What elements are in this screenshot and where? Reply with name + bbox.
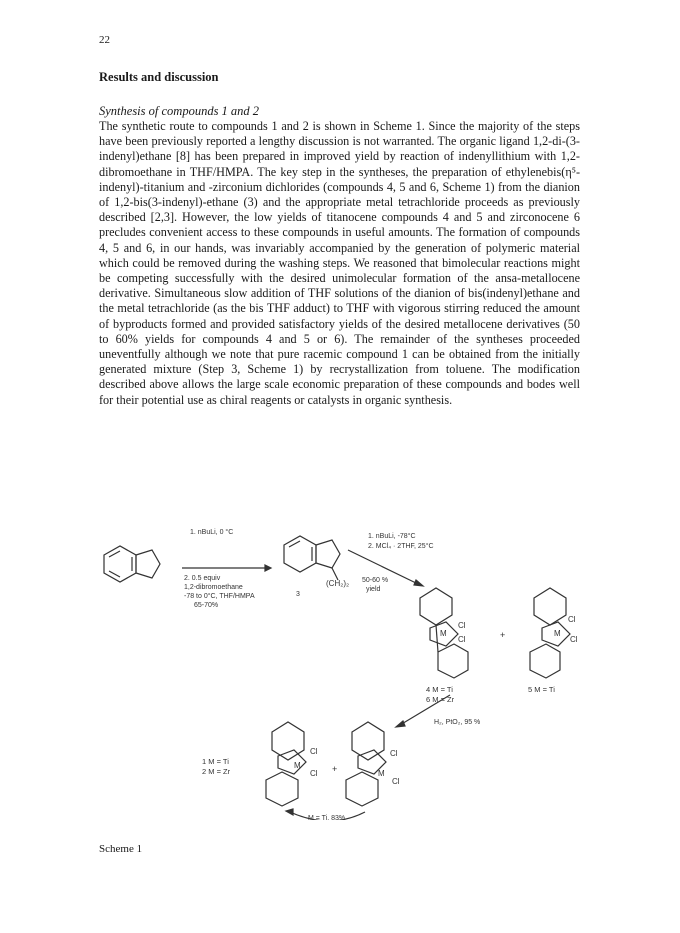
chlorine-12-a1: Cl — [310, 747, 318, 756]
chlorine-5-a: Cl — [568, 615, 576, 624]
subsection-heading: Synthesis of compounds 1 and 2 — [99, 104, 260, 118]
step2-line1: 1. nBuLi, -78°C — [368, 533, 416, 540]
chlorine-46-b: Cl — [458, 635, 466, 644]
scheme-caption: Scheme 1 — [99, 843, 143, 855]
indene-structure — [104, 546, 160, 582]
page-number: 22 — [99, 34, 110, 46]
compound-46-label-1: 4 M = Ti — [426, 685, 453, 694]
chlorine-5-b: Cl — [570, 635, 578, 644]
metal-atom-12-b: M — [378, 769, 385, 778]
section-heading: Results and discussion — [99, 70, 219, 84]
compound-12-label-2: 2 M = Zr — [202, 767, 231, 776]
metal-atom-12-a: M — [294, 761, 301, 770]
chlorine-12-a2: Cl — [310, 769, 318, 778]
plus-sign-2: + — [332, 764, 338, 774]
compound-12-label-1: 1 M = Ti — [202, 757, 229, 766]
compound-1-2-structure-b — [346, 722, 386, 806]
compound-5-structure — [530, 588, 570, 678]
metal-atom-46: M — [440, 629, 447, 638]
linker-label: (CH₂)₂ — [326, 579, 350, 588]
chlorine-12-b1: Cl — [390, 749, 398, 758]
step1-line3: 1,2-dibromoethane — [184, 584, 243, 591]
chlorine-12-b2: Cl — [392, 777, 400, 786]
step1-line1: 1. nBuLi, 0 °C — [190, 529, 234, 536]
step2-line4: yield — [366, 586, 381, 593]
body-paragraph: The synthetic route to compounds 1 and 2 is shown in Scheme 1. Since the majority of the steps have been previously reported a lengthy discussion is not warranted. The organic ligand 1,2-di-(3-indenyl)ethane [8] has been prepared in improved yield by reaction of indenyllithium with 1,2-dibromoethane in THF/HMPA. The key step in the syntheses, the preparation of ethylenebis(η⁵-indenyl)-titanium and -zirconium dichlorides (compounds 4, 5 and 6, Scheme 1) from the dianion of 1,2-bis(3-indenyl)-ethane (3) and the appropriate metal tetrachloride proceeds as previously described [2,3]. However, the low yields of titanocene compounds 4 and 5 and zirconocene 6 precludes convenient access to these compounds in useful amounts. The formation of compounds 4, 5 and 6, in our hands, was invariably accompanied by the generation of polymeric material which could be removed during the washing steps. We reasoned that bimolecular reactions might be competing successfully with the desired unimolecular formation of the ansa-metallocene derivative. Simultaneous slow addition of THF solutions of the dianion of bis(indenyl)ethane and the metal tetrachloride (as the bis THF adduct) to THF with vigorous stirring reduced the amount of byproducts formed and provided satisfactory yields of the desired metallocene derivatives (50 to 60% yields for compounds 4 and 5 or 6). The remainder of the syntheses proceeded uneventfully although we note that pure racemic compound 1 can be obtained from the initially generated mixture (Step 3, Scheme 1) by recrystallization from toluene. The modification described above allows the large scale economic preparation of these compounds and bodes well for their potential use as chiral reagents or catalysts in organic synthesis. — [99, 119, 580, 407]
chlorine-46-a: Cl — [458, 621, 466, 630]
compound-5-label: 5 M = Ti — [528, 685, 555, 694]
step4-label: M = Ti, 83% — [308, 815, 346, 820]
step2-line3: 50-60 % — [362, 577, 389, 584]
step1-line2: 2. 0.5 equiv — [184, 575, 221, 582]
compound-3-label: 3 — [296, 591, 300, 598]
metal-atom-5: M — [554, 629, 561, 638]
reaction-scheme — [90, 520, 610, 820]
step1-line5: 65-70% — [194, 602, 219, 609]
plus-sign-1: + — [500, 630, 506, 640]
step1-line4: -78 to 0°C, THF/HMPA — [184, 593, 255, 600]
step3-label: H₂, PtO₂, 95 % — [434, 719, 481, 726]
step2-line2: 2. MCl₄ · 2THF, 25°C — [368, 543, 434, 550]
compound-3-structure — [284, 536, 340, 580]
compound-46-label-2: 6 M = Zr — [426, 695, 455, 704]
